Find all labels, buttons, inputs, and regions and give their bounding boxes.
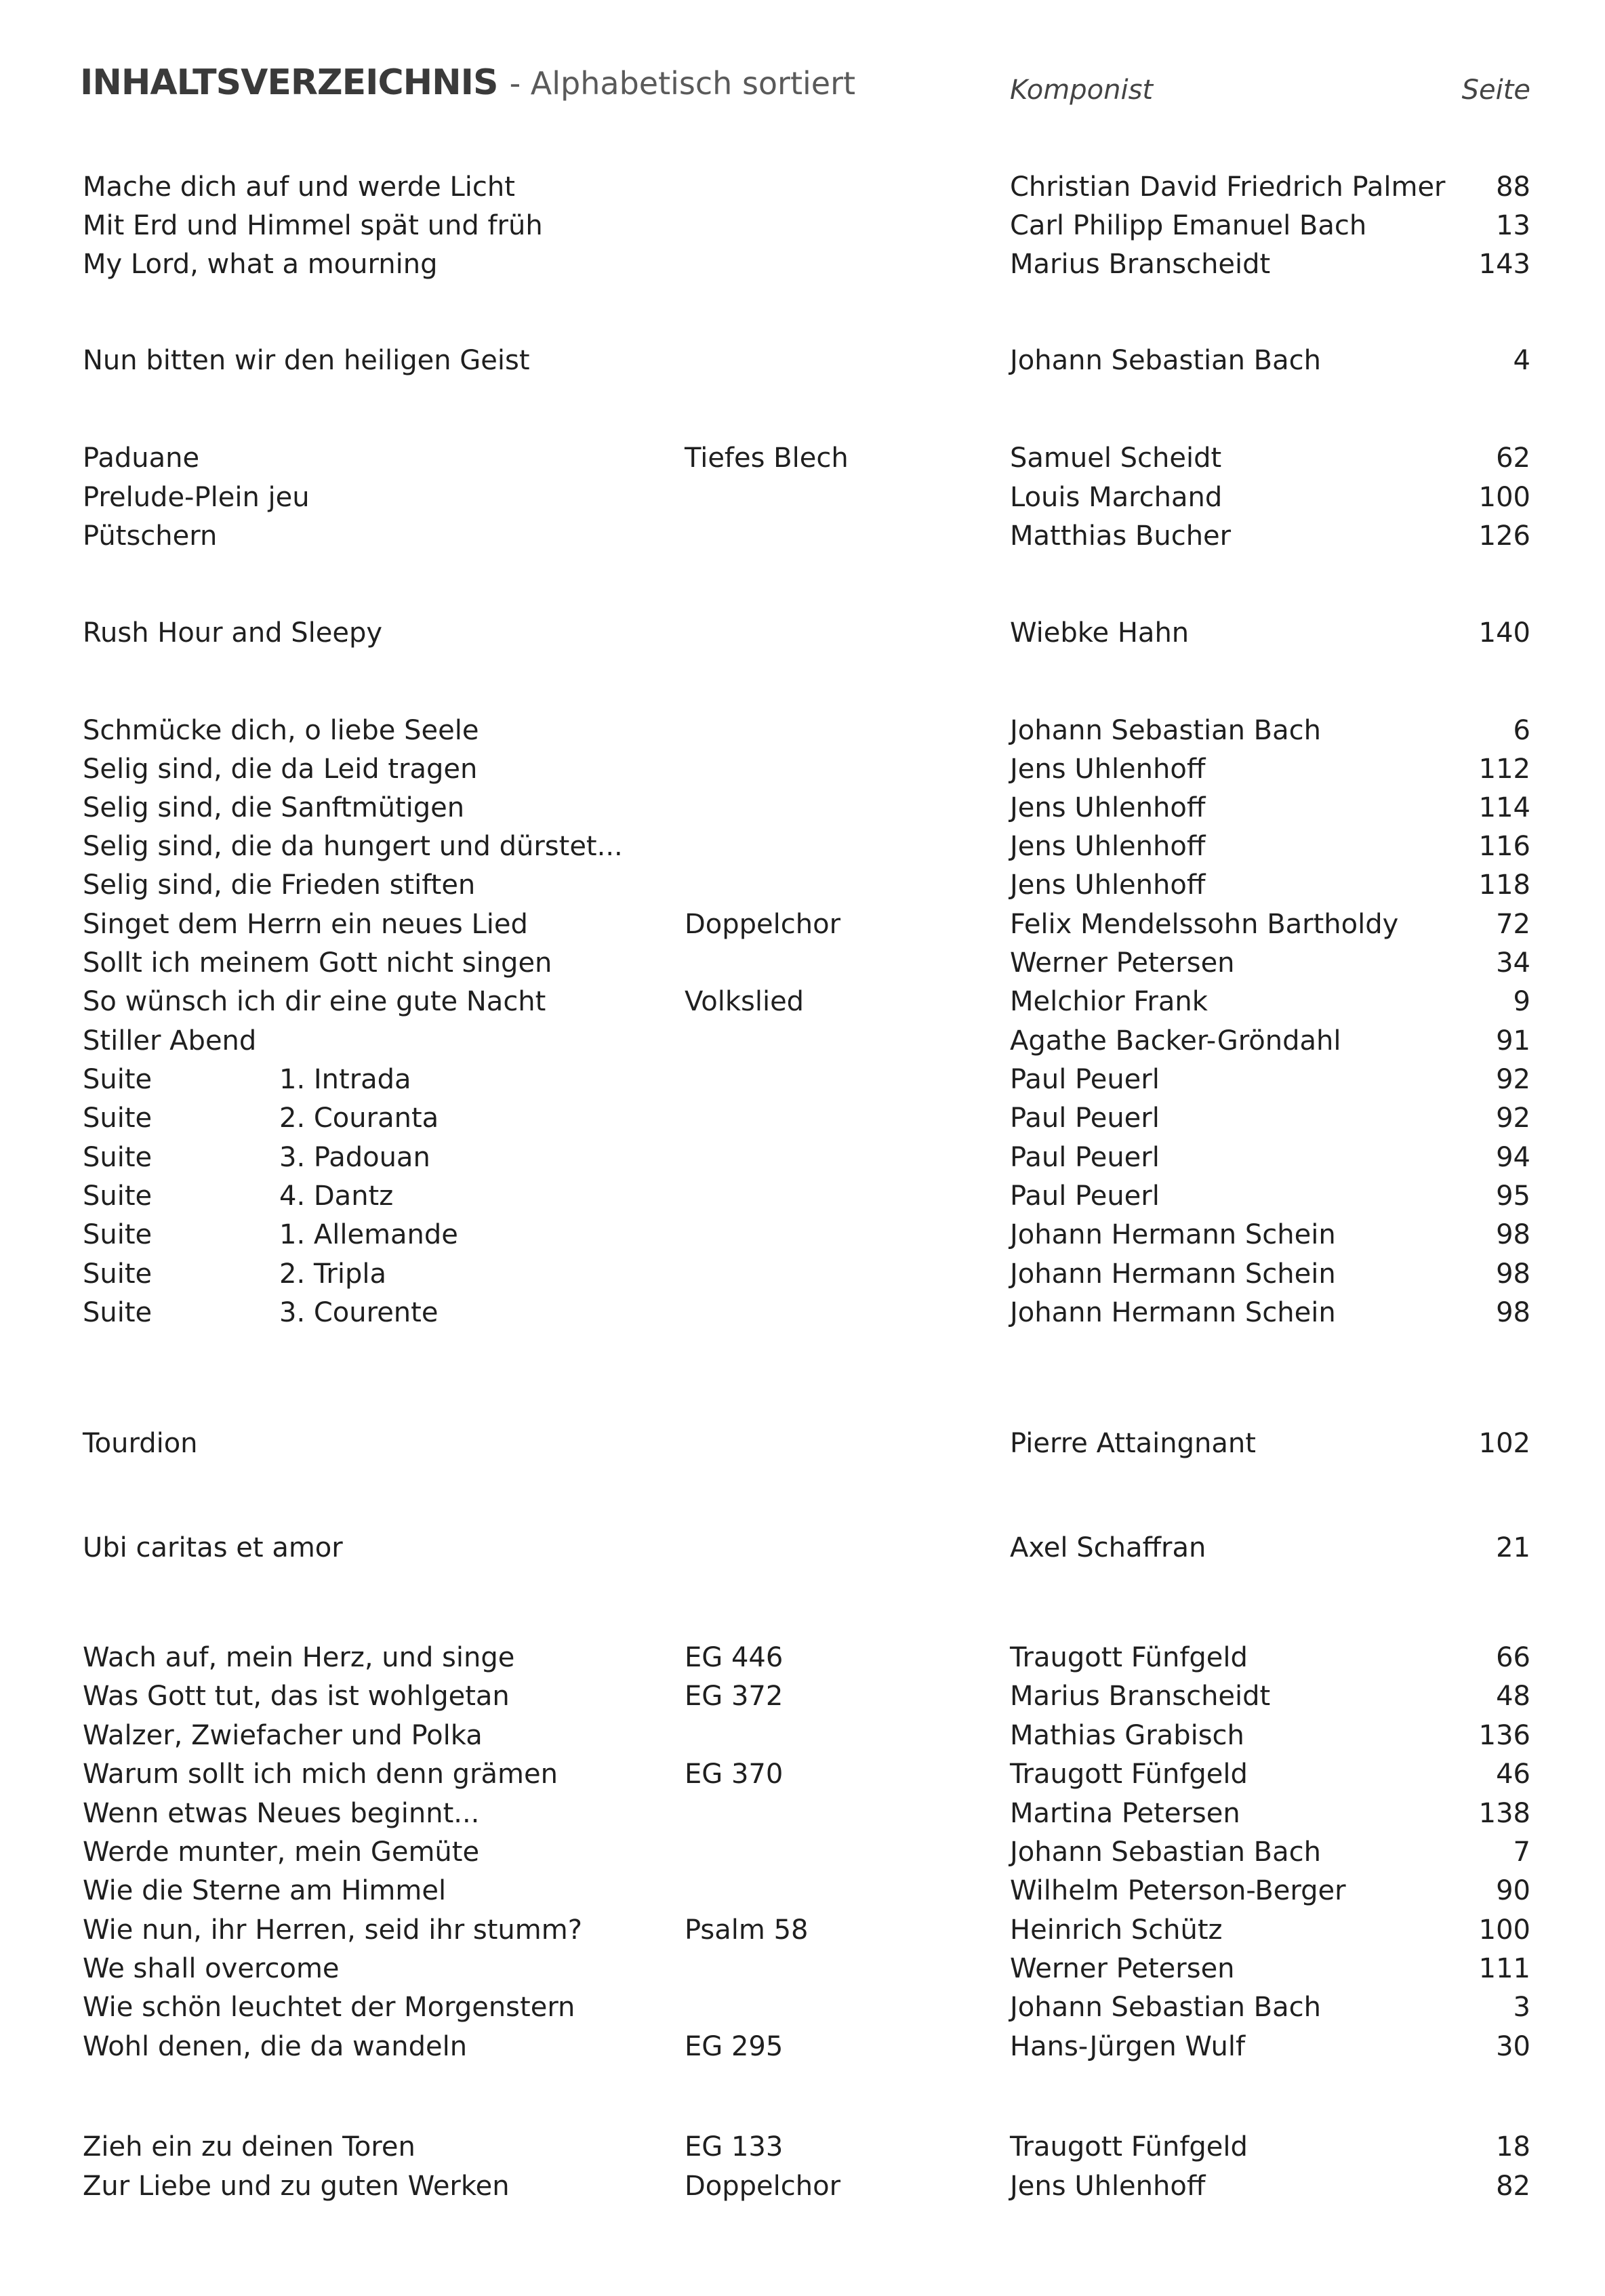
entry-composer: Traugott Fünfgeld: [1010, 2131, 1248, 2162]
toc-entry: [80, 517, 1530, 555]
entry-page-number: 91: [1496, 1025, 1530, 1057]
entry-page-number: 3: [1513, 1992, 1530, 2023]
entry-note: Tiefes Blech: [685, 443, 849, 474]
toc-entry: [80, 1988, 1530, 2026]
entry-title: Wie die Sterne am Himmel: [83, 1875, 447, 1906]
entry-page-number: 126: [1478, 520, 1530, 552]
entry-title: Suite: [83, 1142, 153, 1173]
entry-title: Pütschern: [83, 520, 218, 552]
entry-title: Nun bitten wir den heiligen Geist: [83, 345, 530, 376]
entry-title: Werde munter, mein Gemüte: [83, 1837, 480, 1868]
entry-page-number: 112: [1478, 754, 1530, 785]
entry-composer: Samuel Scheidt: [1010, 443, 1222, 474]
entry-composer: Wiebke Hahn: [1010, 617, 1190, 649]
toc-entry: [80, 245, 1530, 283]
entry-composer: Heinrich Schütz: [1010, 1914, 1223, 1946]
entry-title: Wie schön leuchtet der Morgenstern: [83, 1992, 575, 2023]
toc-entry: [80, 1795, 1530, 1832]
entry-composer: Felix Mendelssohn Bartholdy: [1010, 909, 1399, 940]
entry-note: EG 372: [685, 1681, 784, 1712]
entry-page-number: 34: [1496, 947, 1530, 979]
entry-title: Suite: [83, 1064, 153, 1095]
toc-entry: [80, 944, 1530, 982]
toc-entry: [80, 2128, 1530, 2166]
entry-page-number: 138: [1478, 1798, 1530, 1829]
entry-note: Doppelchor: [685, 909, 841, 940]
toc-entry: [80, 1294, 1530, 1332]
entry-page-number: 136: [1478, 1720, 1530, 1751]
entry-page-number: 30: [1496, 2031, 1530, 2062]
toc-entry: [80, 614, 1530, 652]
entry-title: Was Gott tut, das ist wohlgetan: [83, 1681, 510, 1712]
entry-title: Suite: [83, 1103, 153, 1134]
entry-composer: Werner Petersen: [1010, 1953, 1235, 1984]
entry-page-number: 4: [1513, 345, 1530, 376]
toc-entry: [80, 168, 1530, 206]
toc-entry: [80, 983, 1530, 1021]
entry-title: Selig sind, die Frieden stiften: [83, 869, 476, 901]
entry-composer: Johann Hermann Schein: [1010, 1258, 1336, 1290]
entry-title: Selig sind, die da Leid tragen: [83, 754, 478, 785]
entry-composer: Mathias Grabisch: [1010, 1720, 1244, 1751]
entry-page-number: 143: [1478, 249, 1530, 280]
toc-entry: [80, 827, 1530, 865]
toc-entry: [80, 866, 1530, 904]
entry-composer: Paul Peuerl: [1010, 1142, 1160, 1173]
entry-note: EG 133: [685, 2131, 784, 2162]
column-header-page: Seite: [1461, 75, 1530, 106]
entry-title: Wach auf, mein Herz, und singe: [83, 1642, 515, 1673]
entry-page-number: 13: [1496, 210, 1530, 241]
entry-page-number: 92: [1496, 1064, 1530, 1095]
entry-title: Warum sollt ich mich denn grämen: [83, 1759, 558, 1790]
entry-page-number: 90: [1496, 1875, 1530, 1906]
toc-entry: [80, 789, 1530, 827]
entry-page-number: 118: [1478, 869, 1530, 901]
entry-page-number: 82: [1496, 2171, 1530, 2202]
entry-note: EG 295: [685, 2031, 784, 2062]
entry-movement: 2. Tripla: [279, 1258, 387, 1290]
entry-title: Paduane: [83, 443, 200, 474]
toc-entry: [80, 1717, 1530, 1755]
title-main: INHALTSVERZEICHNIS: [80, 62, 498, 103]
entry-movement: 3. Padouan: [279, 1142, 430, 1173]
entry-composer: Agathe Backer-Gröndahl: [1010, 1025, 1341, 1057]
entry-composer: Jens Uhlenhoff: [1010, 869, 1206, 901]
entry-title: Selig sind, die da hungert und dürstet...: [83, 831, 623, 862]
entry-composer: Marius Branscheidt: [1010, 249, 1271, 280]
toc-entry: [80, 1911, 1530, 1949]
toc-entry: [80, 1833, 1530, 1871]
entry-note: Psalm 58: [685, 1914, 809, 1946]
entry-composer: Johann Sebastian Bach: [1010, 1992, 1321, 2023]
column-header-composer: Komponist: [1010, 75, 1154, 106]
entry-note: EG 446: [685, 1642, 784, 1673]
entry-page-number: 114: [1478, 792, 1530, 823]
toc-entry: [80, 1255, 1530, 1293]
entry-page-number: 95: [1496, 1181, 1530, 1212]
toc-entry: [80, 905, 1530, 943]
entry-page-number: 72: [1496, 909, 1530, 940]
entry-page-number: 46: [1496, 1759, 1530, 1790]
entry-page-number: 98: [1496, 1219, 1530, 1250]
entry-title: Ubi caritas et amor: [83, 1532, 343, 1563]
entry-composer: Marius Branscheidt: [1010, 1681, 1271, 1712]
toc-entry: [80, 1139, 1530, 1176]
entry-composer: Johann Sebastian Bach: [1010, 345, 1321, 376]
entry-title: Suite: [83, 1219, 153, 1250]
entry-composer: Hans-Jürgen Wulf: [1010, 2031, 1246, 2062]
entry-title: Selig sind, die Sanftmütigen: [83, 792, 465, 823]
toc-entry: [80, 712, 1530, 750]
entry-movement: 2. Couranta: [279, 1103, 439, 1134]
entry-title: Stiller Abend: [83, 1025, 257, 1057]
entry-note: Doppelchor: [685, 2171, 841, 2202]
entry-composer: Paul Peuerl: [1010, 1181, 1160, 1212]
entry-composer: Traugott Fünfgeld: [1010, 1642, 1248, 1673]
entry-note: Volkslied: [685, 986, 805, 1017]
entry-composer: Traugott Fünfgeld: [1010, 1759, 1248, 1790]
entry-page-number: 66: [1496, 1642, 1530, 1673]
title-subtitle: - Alphabetisch sortiert: [509, 65, 856, 102]
entry-composer: Paul Peuerl: [1010, 1064, 1160, 1095]
entry-note: EG 370: [685, 1759, 784, 1790]
toc-entry: [80, 1755, 1530, 1793]
entry-composer: Martina Petersen: [1010, 1798, 1240, 1829]
toc-entry: [80, 2028, 1530, 2066]
entry-title: Zieh ein zu deinen Toren: [83, 2131, 415, 2162]
entry-title: Zur Liebe und zu guten Werken: [83, 2171, 510, 2202]
entry-title: Suite: [83, 1181, 153, 1212]
entry-composer: Wilhelm Peterson-Berger: [1010, 1875, 1346, 1906]
entry-movement: 1. Intrada: [279, 1064, 411, 1095]
entry-title: Sollt ich meinem Gott nicht singen: [83, 947, 552, 979]
entry-title: Mit Erd und Himmel spät und früh: [83, 210, 543, 241]
entry-title: Rush Hour and Sleepy: [83, 617, 383, 649]
toc-entry: [80, 478, 1530, 516]
entry-title: Mache dich auf und werde Licht: [83, 171, 515, 203]
entry-composer: Pierre Attaingnant: [1010, 1428, 1256, 1459]
entry-composer: Louis Marchand: [1010, 482, 1223, 513]
entry-page-number: 6: [1513, 715, 1530, 746]
entry-composer: Melchior Frank: [1010, 986, 1208, 1017]
entry-title: Wenn etwas Neues beginnt...: [83, 1798, 480, 1829]
entry-page-number: 100: [1478, 1914, 1530, 1946]
entry-composer: Johann Sebastian Bach: [1010, 715, 1321, 746]
toc-entry: [80, 207, 1530, 245]
entry-composer: Johann Sebastian Bach: [1010, 1837, 1321, 1868]
entry-page-number: 88: [1496, 171, 1530, 203]
toc-entry: [80, 1872, 1530, 1910]
entry-composer: Axel Schaffran: [1010, 1532, 1206, 1563]
entry-movement: 4. Dantz: [279, 1181, 394, 1212]
toc-entry: [80, 1639, 1530, 1677]
entry-movement: 1. Allemande: [279, 1219, 458, 1250]
toc-entry: [80, 1216, 1530, 1254]
entry-page-number: 102: [1478, 1428, 1530, 1459]
entry-composer: Jens Uhlenhoff: [1010, 792, 1206, 823]
entry-title: Singet dem Herrn ein neues Lied: [83, 909, 528, 940]
entry-page-number: 98: [1496, 1258, 1530, 1290]
toc-entry: [80, 2167, 1530, 2205]
entry-movement: 3. Courente: [279, 1297, 439, 1328]
entry-page-number: 9: [1513, 986, 1530, 1017]
entry-page-number: 140: [1478, 617, 1530, 649]
entry-page-number: 98: [1496, 1297, 1530, 1328]
toc-entry: [80, 1061, 1530, 1099]
entry-title: So wünsch ich dir eine gute Nacht: [83, 986, 546, 1017]
entry-composer: Jens Uhlenhoff: [1010, 831, 1206, 862]
entry-title: Walzer, Zwiefacher und Polka: [83, 1720, 483, 1751]
entry-title: Tourdion: [83, 1428, 198, 1459]
entry-title: Prelude-Plein jeu: [83, 482, 310, 513]
toc-entry: [80, 1022, 1530, 1060]
entry-page-number: 100: [1478, 482, 1530, 513]
entry-composer: Christian David Friedrich Palmer: [1010, 171, 1446, 203]
entry-title: We shall overcome: [83, 1953, 340, 1984]
entry-page-number: 62: [1496, 443, 1530, 474]
entry-title: Suite: [83, 1297, 153, 1328]
toc-entry: [80, 342, 1530, 380]
entry-composer: Jens Uhlenhoff: [1010, 754, 1206, 785]
toc-entry: [80, 1177, 1530, 1215]
entry-composer: Carl Philipp Emanuel Bach: [1010, 210, 1367, 241]
entry-composer: Matthias Bucher: [1010, 520, 1232, 552]
entry-composer: Johann Hermann Schein: [1010, 1219, 1336, 1250]
entry-page-number: 92: [1496, 1103, 1530, 1134]
entry-page-number: 48: [1496, 1681, 1530, 1712]
entry-title: My Lord, what a mourning: [83, 249, 438, 280]
entry-composer: Jens Uhlenhoff: [1010, 2171, 1206, 2202]
toc-entry: [80, 750, 1530, 788]
entry-composer: Johann Hermann Schein: [1010, 1297, 1336, 1328]
entry-page-number: 111: [1478, 1953, 1530, 1984]
entry-title: Schmücke dich, o liebe Seele: [83, 715, 479, 746]
toc-entry: [80, 1677, 1530, 1715]
toc-entry: [80, 1950, 1530, 1988]
toc-entry: [80, 1529, 1530, 1567]
entry-page-number: 21: [1496, 1532, 1530, 1563]
entry-title: Wohl denen, die da wandeln: [83, 2031, 468, 2062]
toc-entry: [80, 1424, 1530, 1462]
entry-title: Suite: [83, 1258, 153, 1290]
entry-page-number: 18: [1496, 2131, 1530, 2162]
entry-composer: Paul Peuerl: [1010, 1103, 1160, 1134]
toc-entry: [80, 1099, 1530, 1137]
entry-title: Wie nun, ihr Herren, seid ihr stumm?: [83, 1914, 582, 1946]
entry-page-number: 94: [1496, 1142, 1530, 1173]
entry-composer: Werner Petersen: [1010, 947, 1235, 979]
entry-page-number: 7: [1513, 1837, 1530, 1868]
toc-entry: [80, 439, 1530, 477]
entry-page-number: 116: [1478, 831, 1530, 862]
